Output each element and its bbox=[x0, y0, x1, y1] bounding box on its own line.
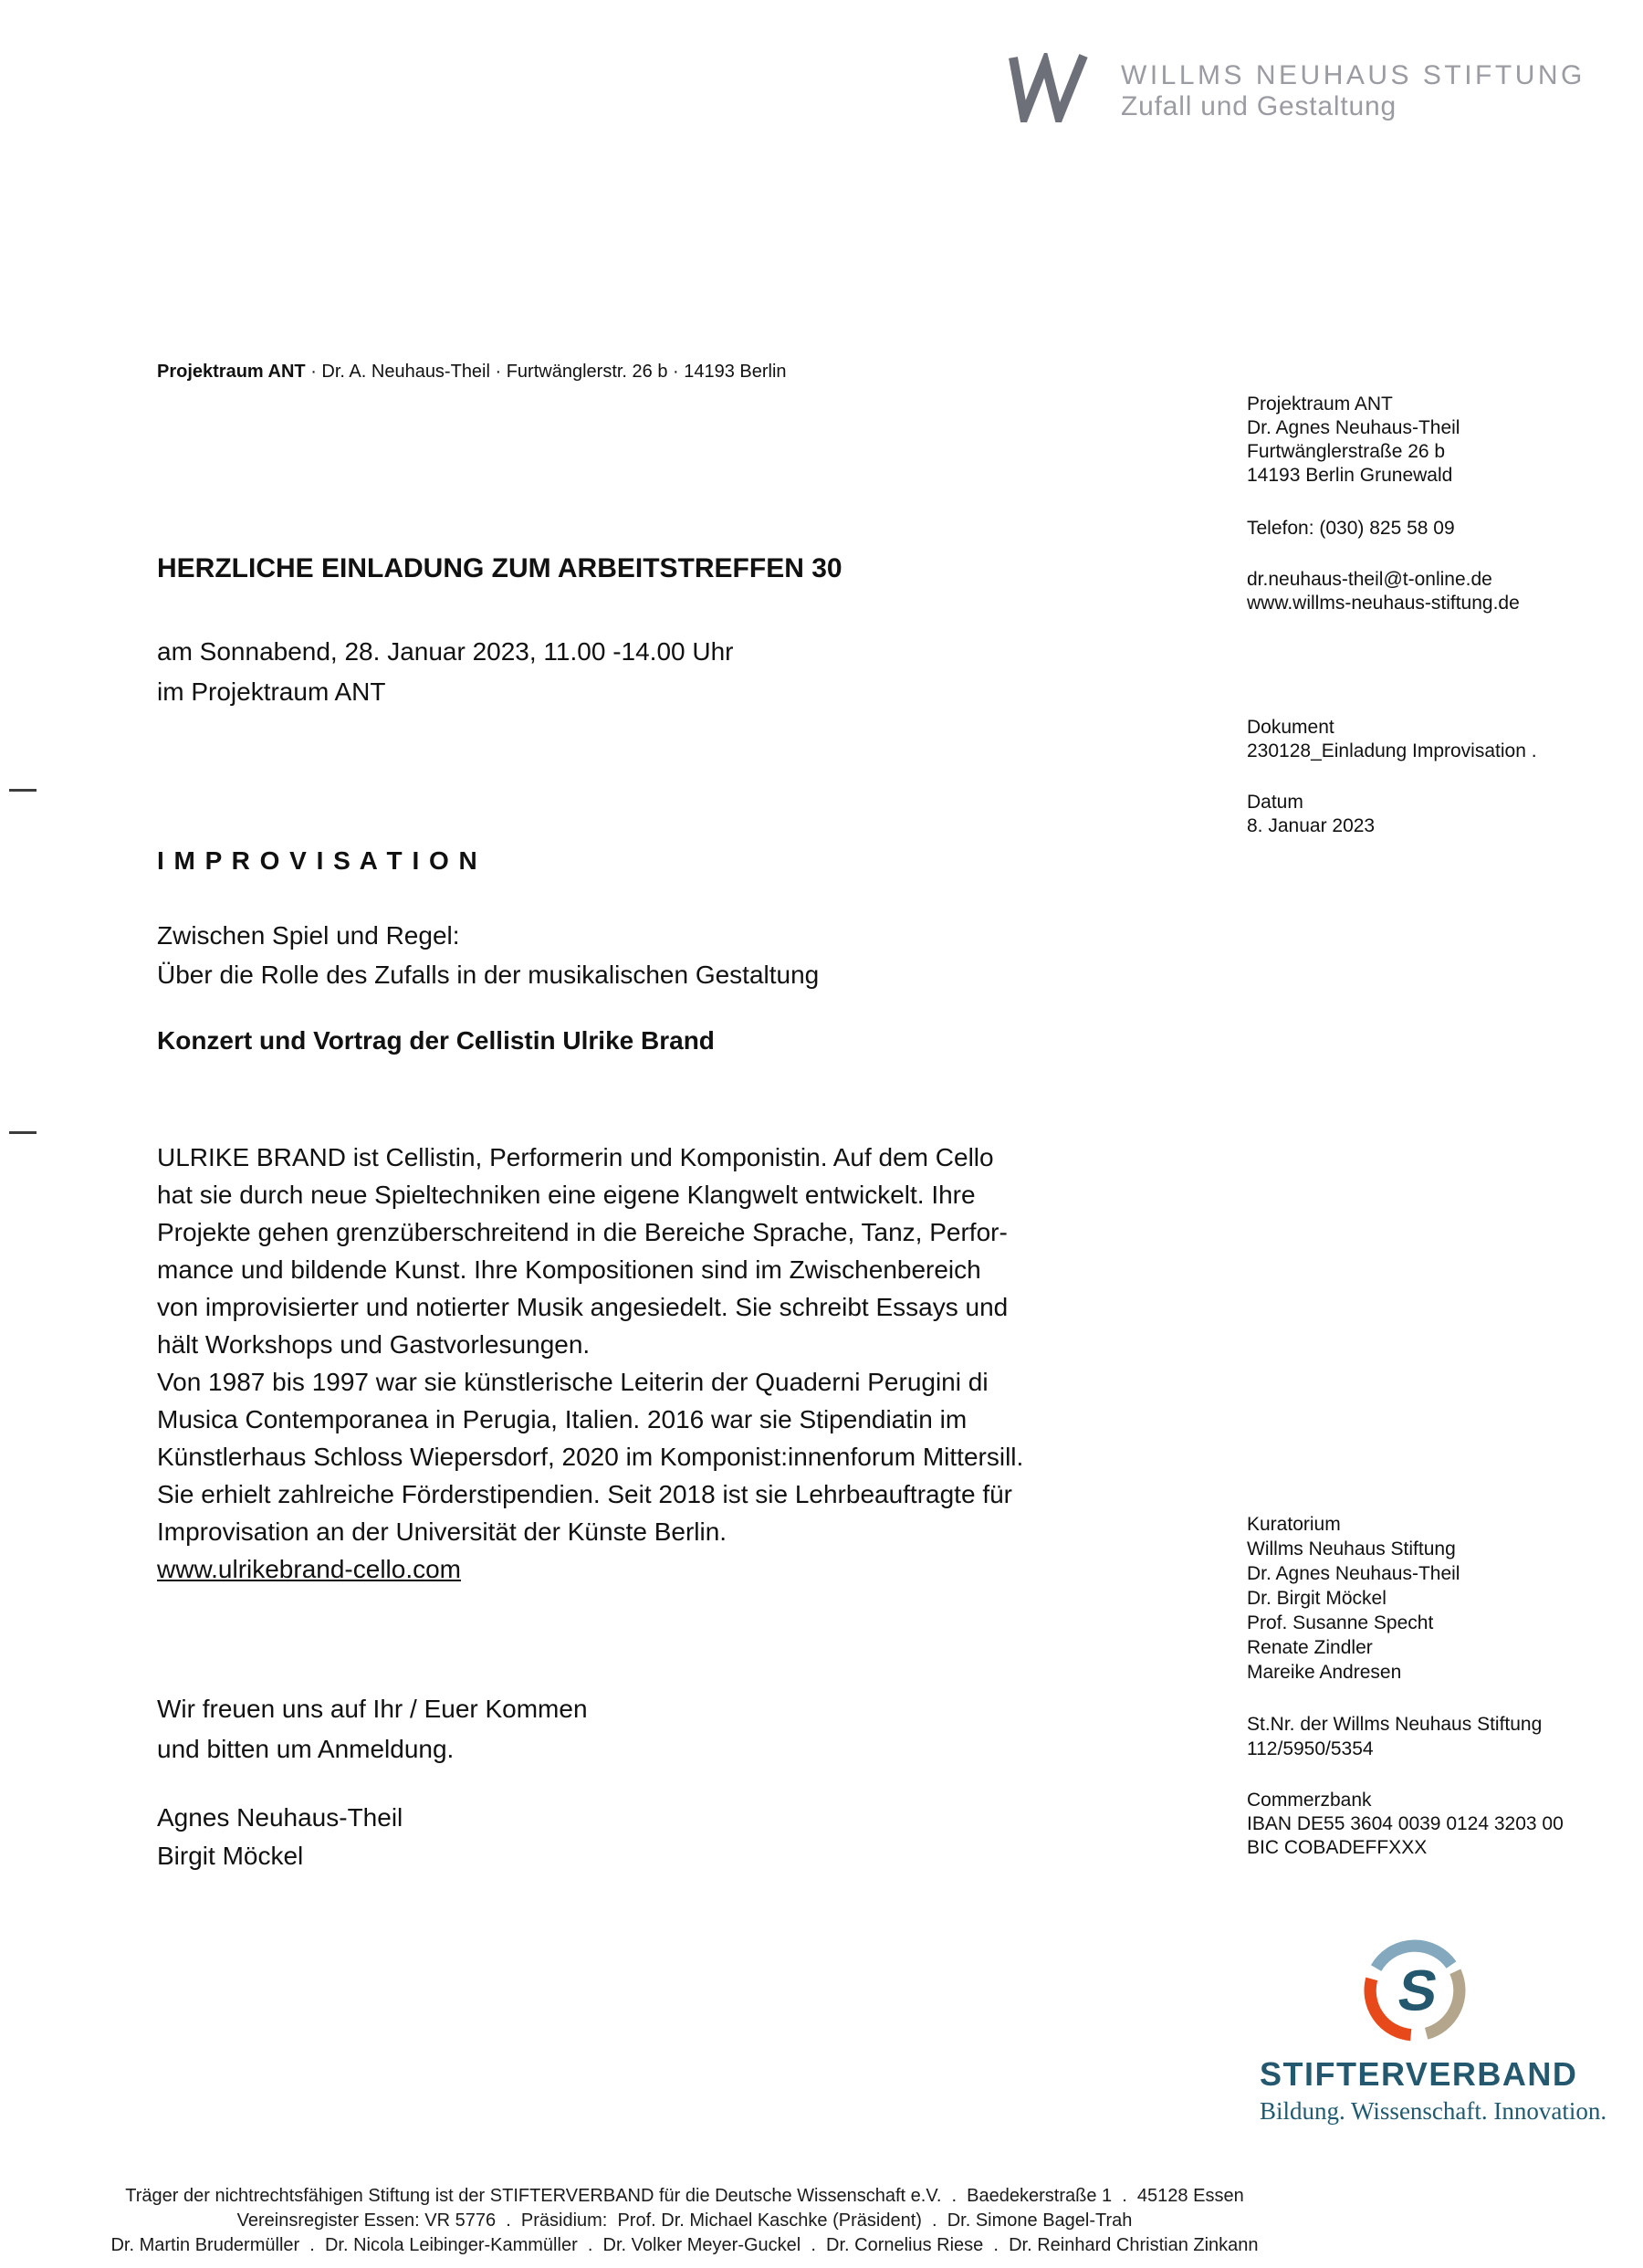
bank-label: Commerzbank bbox=[1247, 1790, 1372, 1811]
event-description-line: Konzert und Vortrag der Cellistin Ulrike Brand bbox=[157, 1026, 715, 1055]
stnr-value: 112/5950/5354 bbox=[1247, 1738, 1374, 1759]
kuratorium-sublabel: Willms Neuhaus Stiftung bbox=[1247, 1538, 1456, 1559]
dokument-value: 230128_Einladung Improvisation . bbox=[1247, 740, 1537, 761]
footer bbox=[37, 2184, 1333, 2258]
contact-title: Projektraum ANT bbox=[1247, 394, 1393, 415]
bio-line: Projekte gehen grenzüberschreitend in die Bereiche Sprache, Tanz, Perfor- bbox=[157, 1218, 1008, 1246]
bio-line: Sie erhielt zahlreiche Förderstipendien. Seit 2018 ist sie Lehrbeauftragte für bbox=[157, 1480, 1012, 1508]
kuratorium-member: Mareike Andresen bbox=[1247, 1662, 1402, 1683]
contact-street: Furtwänglerstraße 26 b bbox=[1247, 441, 1446, 462]
footer-line: Vereinsregister Essen: VR 5776 . Präsidium: Prof. Dr. Michael Kaschke (Präsident) . Dr. Simone Bagel-Trah bbox=[236, 2210, 1133, 2231]
bio-line: Künstlerhaus Schloss Wiepersdorf, 2020 im Komponist:innenforum Mittersill. bbox=[157, 1443, 1024, 1471]
footer-line: Dr. Martin Brudermüller . Dr. Nicola Leibinger-Kammüller . Dr. Volker Meyer-Guckel . Dr. Cornelius Riese . Dr. Reinhard Christian Zinkann bbox=[110, 2235, 1259, 2255]
letterhead-logo-text bbox=[1121, 60, 1585, 122]
closing-line: und bitten um Anmeldung. bbox=[157, 1735, 455, 1763]
kuratorium-member: Dr. Agnes Neuhaus-Theil bbox=[1247, 1563, 1460, 1584]
signature-name: Agnes Neuhaus-Theil bbox=[157, 1803, 403, 1832]
event-date-line: am Sonnabend, 28. Januar 2023, 11.00 -14.00 Uhr bbox=[157, 637, 734, 666]
kuratorium-label: Kuratorium bbox=[1247, 1514, 1341, 1535]
stnr-label: St.Nr. der Willms Neuhaus Stiftung bbox=[1247, 1714, 1543, 1735]
bio-line: hält Workshops und Gastvorlesungen. bbox=[157, 1330, 591, 1359]
stifterverband-s-circle-icon bbox=[1260, 1939, 1570, 2046]
closing-line: Wir freuen uns auf Ihr / Euer Kommen bbox=[157, 1695, 588, 1723]
event-title: I M P R O V I S A T I O N bbox=[157, 846, 479, 875]
datum-value: 8. Januar 2023 bbox=[1247, 815, 1376, 836]
datum-label: Datum bbox=[1247, 792, 1303, 813]
bank-bic: BIC COBADEFFXXX bbox=[1247, 1837, 1428, 1858]
event-subtitle: Zwischen Spiel und Regel: bbox=[157, 921, 460, 950]
foundation-tagline: Zufall und Gestaltung bbox=[1121, 91, 1397, 121]
bank-iban: IBAN DE55 3604 0039 0124 3203 00 bbox=[1247, 1813, 1564, 1834]
stifterverband-s-letter: S bbox=[1393, 1958, 1443, 2023]
contact-name: Dr. Agnes Neuhaus-Theil bbox=[1247, 417, 1460, 438]
bio-line: Improvisation an der Universität der Künste Berlin. bbox=[157, 1517, 727, 1546]
ulrike-brand-website-link[interactable]: www.ulrikebrand-cello.com bbox=[157, 1555, 462, 1583]
kuratorium-member: Prof. Susanne Specht bbox=[1247, 1612, 1434, 1633]
sender-address: · Dr. A. Neuhaus-Theil · Furtwänglerstr. 26 b · 14193 Berlin bbox=[305, 362, 787, 382]
willms-neuhaus-w-logo-icon bbox=[998, 53, 1107, 127]
bio-line: mance und bildende Kunst. Ihre Kompositionen sind im Zwischenbereich bbox=[157, 1255, 981, 1284]
bio-line: Musica Contemporanea in Perugia, Italien. 2016 war sie Stipendiatin im bbox=[157, 1405, 968, 1433]
stifterverband-wordmark: STIFTERVERBAND bbox=[1260, 2055, 1578, 2093]
letter-heading: HERZLICHE EINLADUNG ZUM ARBEITSTREFFEN 30 bbox=[157, 553, 842, 583]
stifterverband-logo bbox=[1260, 1939, 1607, 2126]
stifterverband-tagline: Bildung. Wissenschaft. Innovation. bbox=[1260, 2097, 1607, 2125]
fold-mark bbox=[9, 789, 37, 792]
bio-line: Von 1987 bis 1997 war sie künstlerische Leiterin der Quaderni Perugini di bbox=[157, 1368, 989, 1396]
foundation-name: WILLMS NEUHAUS STIFTUNG bbox=[1121, 60, 1585, 90]
kuratorium-member: Renate Zindler bbox=[1247, 1637, 1373, 1658]
bio-line: von improvisierter und notierter Musik angesiedelt. Sie schreibt Essays und bbox=[157, 1293, 1009, 1321]
signature-name: Birgit Möckel bbox=[157, 1842, 304, 1870]
contact-city: 14193 Berlin Grunewald bbox=[1247, 465, 1453, 486]
kuratorium-member: Dr. Birgit Möckel bbox=[1247, 1588, 1387, 1609]
dokument-label: Dokument bbox=[1247, 717, 1334, 738]
event-location-line: im Projektraum ANT bbox=[157, 677, 386, 706]
sender-line bbox=[157, 362, 787, 383]
sender-name: Projektraum ANT bbox=[157, 362, 306, 382]
bio-line: hat sie durch neue Spieltechniken eine eigene Klangwelt entwickelt. Ihre bbox=[157, 1181, 976, 1209]
event-subtitle: Über die Rolle des Zufalls in der musikalischen Gestaltung bbox=[157, 961, 820, 989]
contact-email: dr.neuhaus-theil@t-online.de bbox=[1247, 569, 1492, 590]
fold-mark bbox=[9, 1131, 37, 1134]
bio-line: ULRIKE BRAND ist Cellistin, Performerin und Komponistin. Auf dem Cello bbox=[157, 1143, 994, 1171]
footer-line: Träger der nichtrechtsfähigen Stiftung ist der STIFTERVERBAND für die Deutsche Wissenschaft e.V. . Baedekerstraße 1 . 45128 Essen bbox=[125, 2186, 1244, 2206]
contact-website: www.willms-neuhaus-stiftung.de bbox=[1247, 593, 1520, 614]
contact-phone: Telefon: (030) 825 58 09 bbox=[1247, 518, 1455, 539]
bio-paragraph bbox=[157, 1139, 1023, 1588]
